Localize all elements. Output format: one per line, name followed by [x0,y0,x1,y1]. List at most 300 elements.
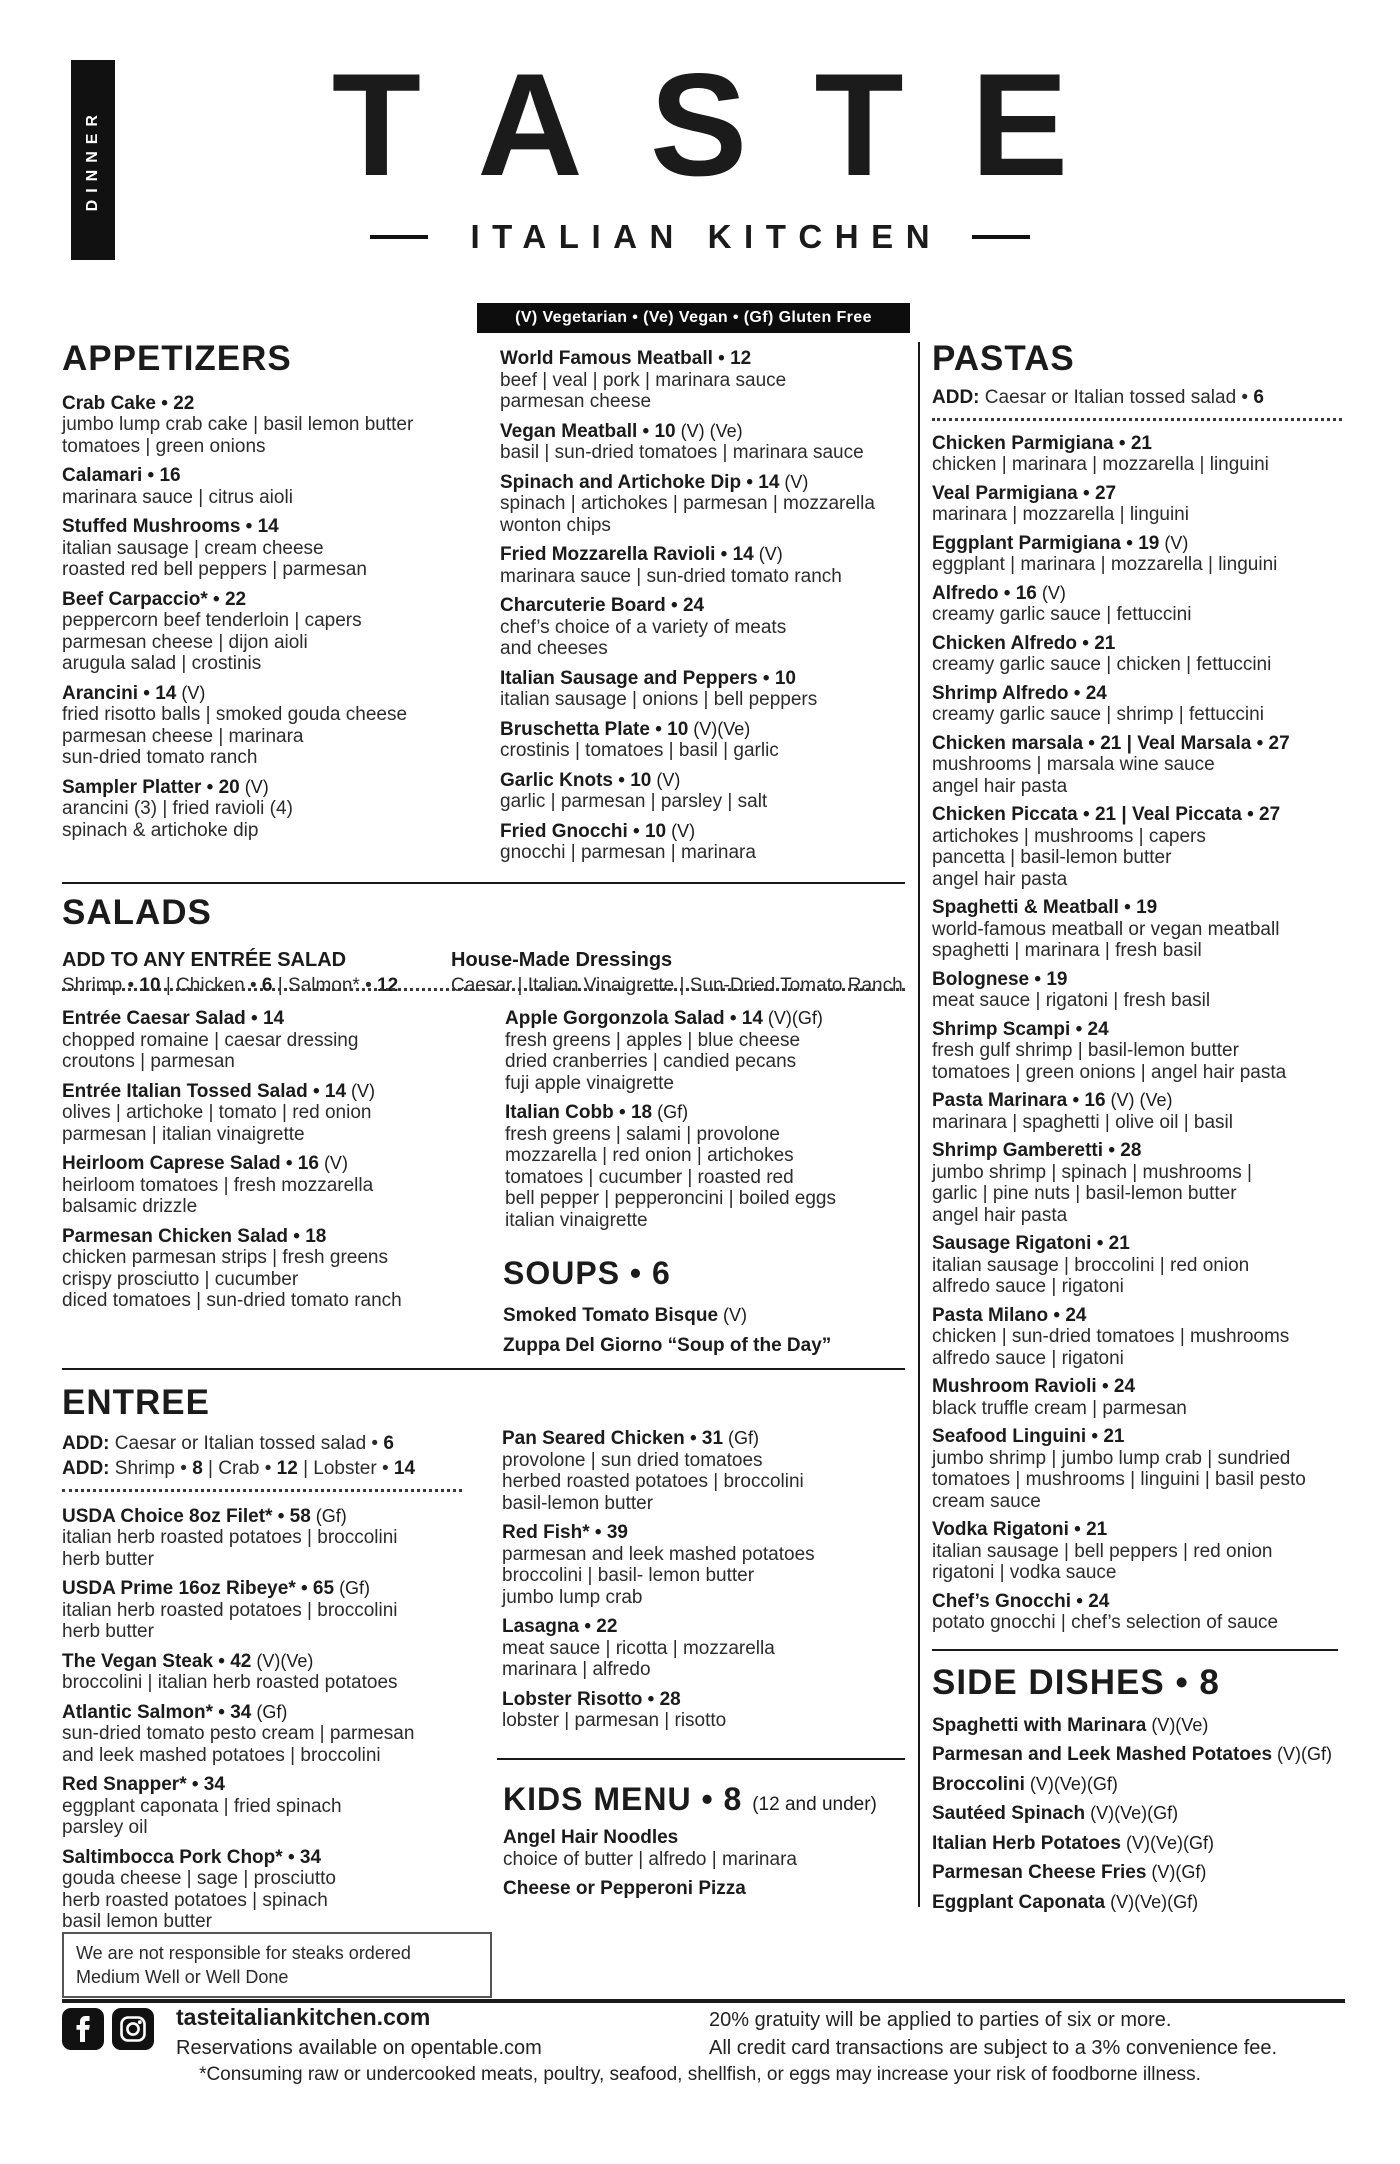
sides-list [932,1715,1372,1914]
item-description-line: chef’s choice of a variety of meats [500,616,787,638]
menu-item [932,1519,1342,1584]
item-description-line: chicken | sun-dried tomatoes | mushrooms [932,1326,1290,1347]
facebook-icon [62,2008,104,2055]
salads-add-values: Shrimp • 10 | Chicken • 6 | Salmon* • 12 [62,974,399,996]
item-price: • 14 [715,544,754,565]
menu-item-header [932,1591,1342,1613]
menu-item [932,633,1342,676]
item-description-line: arugula salad | crostinis [62,653,262,674]
item-diet-tags: (V)(Ve) [1146,1714,1209,1735]
item-price: • 14 [245,1008,285,1029]
menu-item-header [500,770,912,792]
menu-item-header [62,1226,462,1248]
item-description-line: jumbo lump crab [502,1586,643,1608]
menu-item-header [502,1689,914,1711]
menu-item [932,1140,1342,1226]
item-diet-tags: (V)(Ve) [688,718,751,739]
item-price: • 16 [142,465,181,486]
item-description-line: italian sausage | bell peppers | red onion [932,1540,1273,1562]
item-description-line: chopped romaine | caesar dressing [62,1029,359,1051]
menu-item [500,595,912,660]
item-description-line: roasted red bell peppers | parmesan [62,559,367,580]
item-diet-tags: (V)(Gf) [1146,1862,1207,1882]
item-diet-tags: (Gf) [310,1505,347,1526]
steak-disclaimer-box [62,1932,492,1998]
item-price: • 31 [684,1428,724,1449]
item-name: Chicken Piccata • 21 | Veal Piccata [932,804,1242,825]
item-description-line: provolone | sun dried tomatoes [502,1449,763,1471]
menu-item [62,589,462,675]
menu-item-header [932,1140,1342,1162]
menu-item [62,1226,462,1312]
dressings-label: House-Made Dressings [451,948,673,971]
item-diet-tags: (V) [176,682,206,703]
menu-item [932,1376,1342,1419]
menu-item-header [62,1651,462,1673]
item-diet-tags: (V) [779,471,809,492]
menu-item [932,733,1342,798]
menu-item-header [500,668,912,690]
item-name: Vodka Rigatoni [932,1519,1069,1540]
item-price: • 19 [1120,532,1160,554]
add-text: Caesar or Italian tossed salad • 6 [984,386,1264,408]
footer-rule [62,1999,1345,2003]
item-diet-tags: (V)(Ve)(Gf) [1105,1891,1199,1912]
menu-item [62,683,462,769]
item-name: Veal Parmigiana [932,482,1078,504]
item-description-line: dried cranberries | candied pecans [505,1051,797,1072]
menu-item-header [500,595,912,617]
menu-item-header [62,777,462,799]
menu-item [505,1008,905,1094]
menu-item [502,1616,914,1681]
item-price: • 14 [741,471,780,493]
item-description-line: arancini (3) | fried ravioli (4) [62,798,293,819]
section-salads-header [62,894,905,998]
item-price: • 21 [1068,1519,1108,1540]
item-name: Lobster Risotto [502,1688,643,1710]
item-name: Entrée Italian Tossed Salad [62,1080,308,1102]
item-diet-tags: (V) [1036,582,1066,603]
add-label: ADD: [62,1432,110,1454]
item-name: Cheese or Pepperoni Pizza [503,1878,746,1900]
item-description-line: cream sauce [932,1490,1041,1512]
item-description-line: spaghetti | marinara | fresh basil [932,940,1202,961]
menu-item [932,1019,1342,1084]
item-description-line: rigatoni | vodka sauce [932,1562,1117,1583]
menu-item [62,393,462,458]
item-diet-tags: (V)(Ve)(Gf) [1121,1832,1214,1853]
item-description-line: artichokes | mushrooms | capers [932,825,1206,847]
item-diet-tags: (V) [239,776,269,797]
soups-title: SOUPS • 6 [503,1255,671,1291]
item-description-line: angel hair pasta [932,868,1068,890]
item-description-line: italian sausage | onions | bell peppers [500,689,818,710]
item-diet-tags: (V) [346,1080,376,1101]
item-name: Chef’s Gnocchi [932,1590,1071,1612]
instagram-icon [112,2008,154,2055]
item-name: Angel Hair Noodles [503,1827,679,1849]
item-name: Pasta Milano [932,1304,1049,1326]
item-description-line: gouda cheese | sage | prosciutto [62,1868,336,1889]
menu-item-header [503,1827,903,1849]
item-description-line: olives | artichoke | tomato | red onion [62,1102,372,1123]
item-diet-tags: (Gf) [652,1102,689,1122]
item-name: Vegan Meatball [500,420,638,442]
menu-item-header [500,472,912,494]
item-description-line: diced tomatoes | sun-dried tomato ranch [62,1290,402,1311]
item-description-line: peppercorn beef tenderloin | capers [62,610,362,631]
item-description-line: sun-dried tomato pesto cream | parmesan [62,1723,415,1744]
menu-item-header [500,421,912,443]
item-description-line: italian herb roasted potatoes | broccolini [62,1527,398,1548]
meal-label: DINNER [84,108,101,212]
menu-item-header [502,1428,914,1450]
item-price: • 14 [240,516,279,537]
item-name: Broccolini [932,1773,1025,1795]
item-description-line: and leek mashed potatoes | broccolini [62,1744,381,1766]
item-description-line: parmesan cheese | dijon aioli [62,631,308,653]
menu-item [62,1578,462,1643]
item-price: • 19 [1029,968,1068,990]
menu-item [62,1651,462,1694]
item-diet-tags: (V) [718,1305,748,1326]
item-price: • 22 [579,1616,618,1637]
item-name: Lasagna [502,1616,580,1637]
entree-right-list [502,1428,914,1740]
section-appetizers [62,340,462,849]
salads-title: SALADS [62,893,212,932]
item-price: • 27 [1077,482,1117,504]
menu-item [503,1305,903,1327]
item-description-line: mushrooms | marsala wine sauce [932,754,1215,775]
menu-item [500,821,912,864]
menu-item [62,1702,462,1767]
item-price: • 12 [712,348,752,369]
menu-item-header [62,1774,462,1796]
pastas-list [932,433,1342,1634]
kids-title: KIDS MENU • 8 [503,1781,743,1817]
consumption-disclaimer: *Consuming raw or undercooked meats, poultry, seafood, shellfish, or eggs may increase your risk of foodborne illness. [199,2064,1201,2085]
divider-entree [62,1368,905,1370]
item-name: Charcuterie Board [500,595,666,616]
item-name: Shrimp Gamberetti [932,1140,1104,1161]
menu-item-header [500,821,912,843]
gratuity-line1: 20% gratuity will be applied to parties of six or more. [709,2009,1172,2031]
menu-item-header [932,683,1342,705]
add-label: ADD: [932,386,980,408]
kids-title-row [503,1782,903,1817]
menu-item [932,433,1342,476]
item-diet-tags: (V) [666,820,696,841]
item-price: • 10 [627,820,667,842]
item-description-line: alfredo sauce | rigatoni [932,1276,1124,1297]
item-description-line: parmesan cheese [500,391,652,412]
item-price: • 24 [665,595,705,616]
item-diet-tags: (V)(Gf) [762,1008,823,1028]
menu-item [500,348,912,413]
website-block [176,2004,542,2060]
item-description-line: tomatoes | green onions | angel hair pasta [932,1061,1287,1083]
item-description-line: black truffle cream | parmesan [932,1397,1187,1419]
item-name: Bruschetta Plate [500,718,650,740]
menu-item [932,583,1342,626]
menu-item [500,719,912,762]
item-name: Crab Cake [62,392,156,414]
item-name: Spaghetti & Meatball [932,897,1119,918]
item-price: • 65 [295,1578,335,1599]
item-price: • 14 [307,1080,347,1102]
item-description-line: tomatoes | cucumber | roasted red [505,1166,794,1188]
dressings-values: Caesar | Italian Vinaigrette | Sun-Dried Tomato Ranch [451,974,903,996]
salads-add-label: ADD TO ANY ENTRÉE SALAD [62,948,347,971]
menu-item-header [62,1702,462,1724]
menu-item [932,1305,1342,1370]
item-description-line: bell pepper | pepperoncini | boiled eggs [505,1188,836,1209]
menu-item [62,1153,462,1218]
item-price: • 14 [138,682,177,704]
item-description-line: meat sauce | rigatoni | fresh basil [932,990,1211,1011]
item-description-line: fresh greens | salami | provolone [505,1123,780,1145]
item-name: Spaghetti with Marinara [932,1714,1147,1736]
entree-add-line-1 [62,1431,462,1456]
item-description-line: sun-dried tomato ranch [62,747,258,768]
menu-item-header [62,1578,462,1600]
menu-item-header [932,433,1342,455]
item-description-line: basil-lemon butter [502,1492,654,1514]
item-price: • 10 [757,667,796,689]
menu-item [502,1522,914,1608]
menu-item [62,1081,462,1146]
brand-name: TASTE [331,43,1136,206]
item-price: • 22 [156,392,195,414]
item-price: • 58 [272,1505,311,1527]
item-price: • 21 [1077,632,1116,654]
menu-item-header [62,1847,462,1869]
item-description-line: alfredo sauce | rigatoni [932,1347,1124,1369]
item-name: Mushroom Ravioli [932,1376,1097,1397]
item-description-line: marinara | alfredo [502,1659,651,1680]
item-description-line: chicken | marinara | mozzarella | linguini [932,454,1269,475]
item-description-line: meat sauce | ricotta | mozzarella [502,1637,775,1659]
menu-item-header [932,633,1342,655]
menu-item [932,483,1342,526]
item-name: Stuffed Mushrooms [62,516,241,537]
item-description-line: broccolini | italian herb roasted potatoes [62,1672,398,1693]
menu-item-header [932,1715,1372,1737]
item-description-line: fried risotto balls | smoked gouda cheese [62,704,408,725]
add-text: Shrimp • 8 | Crab • 12 | Lobster • 14 [114,1457,416,1479]
menu-item [500,472,912,537]
item-description-line: crispy prosciutto | cucumber [62,1268,299,1290]
item-price: • 24 [1070,1018,1109,1040]
entree-left-list [62,1506,462,1933]
item-description-line: herb butter [62,1621,154,1642]
item-name: Shrimp Alfredo [932,682,1069,704]
item-diet-tags: (V) [753,544,783,564]
item-description-line: parmesan cheese | marinara [62,725,304,747]
item-description-line: italian vinaigrette [505,1209,648,1231]
item-name: Smoked Tomato Bisque [503,1305,719,1327]
item-price: • 16 [998,582,1037,604]
item-name: Fried Gnocchi [500,820,628,842]
item-name: Saltimbocca Pork Chop* [62,1846,283,1868]
item-name: Italian Sausage and Peppers [500,667,758,689]
appetizers-left-list [62,393,462,842]
item-price: • 18 [613,1102,653,1123]
menu-item [932,533,1342,576]
item-price: • 19 [1118,897,1158,918]
menu-item-header [932,533,1342,555]
menu-item-header [62,1081,462,1103]
item-price: • 24 [1068,682,1107,704]
menu-item [932,1715,1372,1737]
item-price: • 24 [1071,1590,1110,1612]
item-price: • 34 [186,1774,225,1795]
diet-legend-bar: (V) Vegetarian • (Ve) Vegan • (Gf) Gluten Free [477,303,910,333]
item-description-line: heirloom tomatoes | fresh mozzarella [62,1174,374,1196]
menu-item [932,1833,1372,1855]
menu-item [62,465,462,508]
dotted-divider-pastas [932,418,1342,421]
item-diet-tags: (V) [1159,532,1189,553]
item-description-line: potato gnocchi | chef’s selection of sauce [932,1612,1279,1633]
menu-item [932,1426,1342,1512]
item-price: • 10 [612,769,652,791]
item-name: Spinach and Artichoke Dip [500,471,742,493]
item-description-line: marinara | mozzarella | linguini [932,504,1189,525]
menu-item-header [932,1090,1342,1112]
item-description-line: fresh greens | apples | blue cheese [505,1029,801,1051]
item-description-line: marinara sauce | citrus aioli [62,486,293,508]
item-description-line: jumbo lump crab cake | basil lemon butter [62,414,414,435]
appetizers-title: APPETIZERS [62,339,292,378]
item-description-line: broccolini | basil- lemon butter [502,1565,755,1586]
item-name: Chicken Alfredo [932,632,1077,654]
divider-salads [62,882,905,884]
menu-item [500,421,912,464]
item-description-line: fresh gulf shrimp | basil-lemon butter [932,1040,1239,1061]
menu-item-header [932,1019,1342,1041]
add-label: ADD: [62,1457,110,1479]
item-description-line: spinach | artichokes | parmesan | mozzarella [500,493,875,514]
menu-item-header [62,516,462,538]
kids-list [503,1827,903,1900]
menu-item [932,1803,1372,1825]
item-diet-tags: (V) [651,769,681,790]
item-name: Bolognese [932,968,1030,990]
item-name: Red Snapper* [62,1774,187,1795]
item-price: • 21 [1091,1233,1130,1254]
item-description-line: creamy garlic sauce | chicken | fettuccini [932,654,1272,675]
item-price: • 21 [1113,432,1152,454]
brand-subtitle-row [0,218,1400,256]
item-description-line: crostinis | tomatoes | basil | garlic [500,740,779,761]
item-name: Chicken Parmigiana [932,432,1114,454]
item-price: • 42 [213,1650,252,1672]
item-name: Zuppa Del Giorno “Soup of the Day” [503,1334,832,1356]
menu-item-header [932,804,1342,826]
menu-item [502,1428,914,1514]
appetizers-middle-list [500,348,912,872]
salads-left-list [62,1008,462,1320]
menu-item-header [62,683,462,705]
menu-item [932,1892,1372,1914]
menu-item [62,777,462,842]
menu-item-header [500,719,912,741]
item-description-line: creamy garlic sauce | shrimp | fettuccini [932,704,1264,725]
gratuity-note [709,2006,1277,2062]
item-description-line: tomatoes | mushrooms | linguini | basil pesto [932,1469,1306,1490]
item-description-line: choice of butter | alfredo | marinara [503,1848,797,1870]
item-name: Parmesan Chicken Salad [62,1225,288,1247]
menu-item-header [932,897,1342,919]
item-description-line: fuji apple vinaigrette [505,1072,674,1094]
item-description-line: basil lemon butter [62,1911,212,1932]
menu-item-header [62,589,462,611]
item-description-line: herb roasted potatoes | spinach [62,1889,328,1911]
item-description-line: world-famous meatball or vegan meatball [932,918,1280,940]
item-name: Beef Carpaccio* [62,588,208,610]
item-price: • 24 [1096,1376,1136,1397]
menu-item-header [932,583,1342,605]
item-description-line: marinara sauce | sun-dried tomato ranch [500,565,842,587]
menu-item-header [503,1878,903,1900]
website-url: tasteitaliankitchen.com [176,2004,431,2030]
item-diet-tags: (Gf) [251,1701,288,1722]
item-name: The Vegan Steak [62,1650,214,1672]
menu-item [932,1774,1372,1796]
item-diet-tags: (Gf) [723,1428,760,1448]
menu-item-header [932,1744,1372,1766]
item-description-line: parmesan and leek mashed potatoes [502,1543,815,1565]
pastas-add-line [932,385,1342,410]
item-price: • 10 [649,718,689,740]
menu-item [503,1827,903,1870]
item-description-line: pancetta | basil-lemon butter [932,847,1172,868]
menu-item [932,804,1342,890]
item-diet-tags: (V)(Ve)(Gf) [1024,1773,1118,1794]
item-description-line: jumbo shrimp | jumbo lump crab | sundried [932,1447,1291,1469]
item-description-line: herbed roasted potatoes | broccolini [502,1471,804,1492]
item-name: World Famous Meatball [500,348,713,369]
item-description-line: jumbo shrimp | spinach | mushrooms | [932,1161,1252,1183]
item-price: • 28 [1103,1140,1142,1161]
item-description-line: eggplant caponata | fried spinach [62,1795,342,1817]
menu-item-header [932,1376,1342,1398]
item-description-line: mozzarella | red onion | artichokes [505,1145,794,1166]
item-name: Arancini [62,682,139,704]
right-dash [972,235,1030,239]
menu-item [503,1335,903,1357]
item-name: Pan Seared Chicken [502,1428,685,1449]
item-price: • 39 [589,1522,628,1543]
item-name: Eggplant Parmigiana [932,532,1121,554]
item-description-line: spinach & artichoke dip [62,819,259,841]
menu-item-header [932,483,1342,505]
section-soups [503,1256,903,1364]
menu-item [932,683,1342,726]
item-name: USDA Prime 16oz Ribeye* [62,1578,296,1599]
menu-item [62,1847,462,1933]
item-price: • 27 [1241,804,1281,825]
entree-title: ENTREE [62,1383,210,1422]
item-name: Shrimp Scampi [932,1018,1071,1040]
item-description-line: creamy garlic sauce | fettuccini [932,604,1192,625]
item-description-line: italian sausage | cream cheese [62,537,324,559]
item-description-line: beef | veal | pork | marinara sauce [500,369,787,391]
item-diet-tags: (V) (Ve) [1105,1090,1173,1110]
